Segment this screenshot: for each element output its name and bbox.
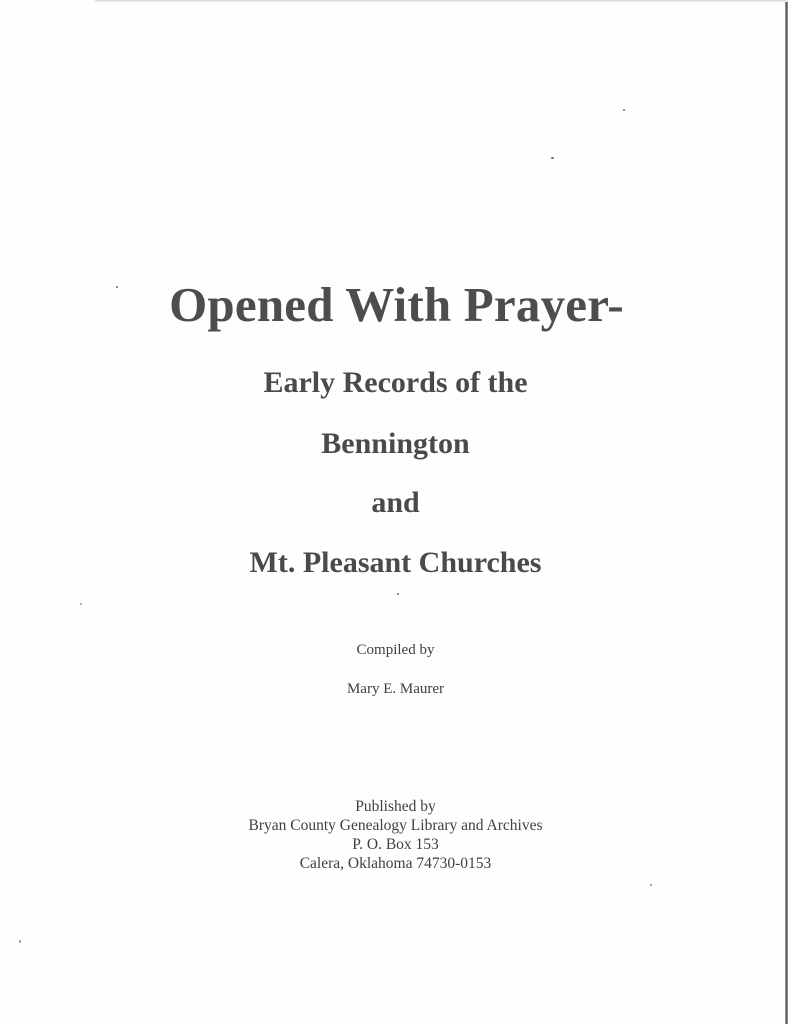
publisher-block [0,797,791,873]
scan-speck [623,109,625,111]
book-title [0,276,791,333]
scan-speck [19,940,21,943]
subtitle-line-3: and [371,486,420,519]
scan-speck [551,157,554,159]
published-by-label: Published by [355,798,436,815]
book-title-text: Opened With Prayer- [169,277,624,332]
author-name: Mary E. Maurer [346,681,445,697]
compiled-by-label: Compiled by [356,642,435,658]
page-top-edge [95,0,788,2]
publisher-name: Bryan County Genealogy Library and Archives [248,817,543,834]
subtitle-line-4: Mt. Pleasant Churches [249,546,542,579]
publisher-address-line2: Calera, Oklahoma 74730-0153 [299,855,492,872]
scan-speck [397,593,399,595]
scan-speck [650,884,652,886]
publisher-address-line1: P. O. Box 153 [352,836,439,853]
scan-speck [80,603,82,605]
subtitle-line-2: Bennington [321,427,470,460]
subtitle-line-1: Early Records of the [263,366,528,399]
